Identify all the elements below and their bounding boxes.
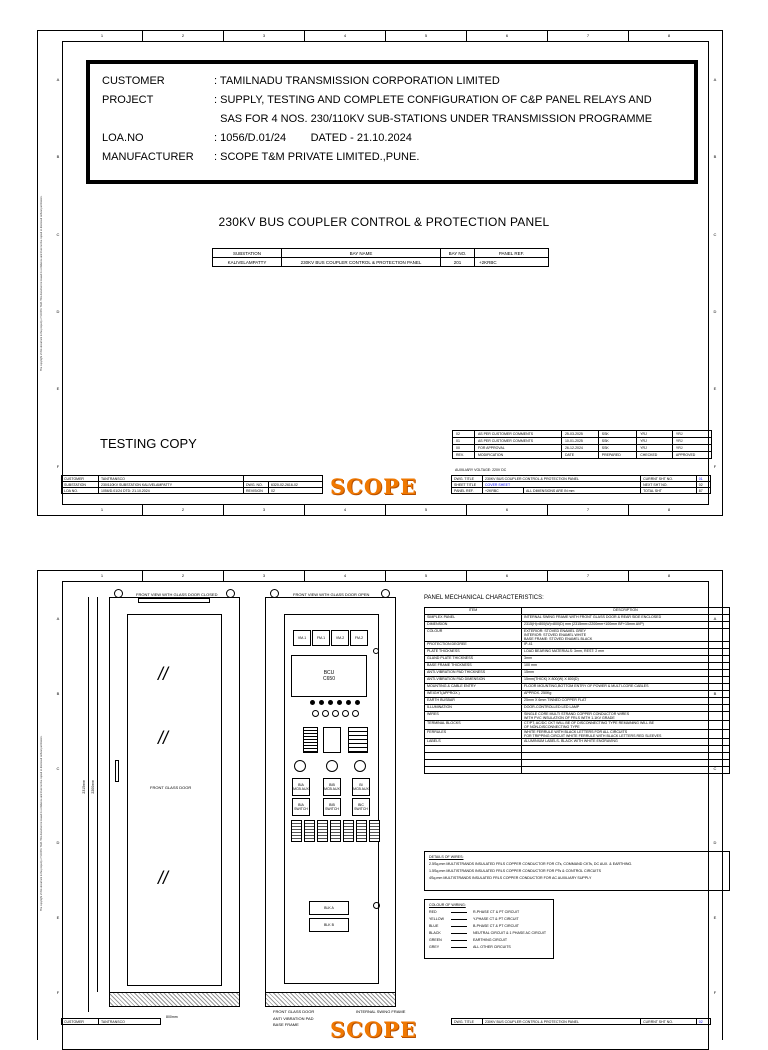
height-dim-1: 2315mm	[82, 780, 86, 794]
mech-item: TERMINAL BLOCKS	[425, 721, 522, 730]
mechanical-characteristics-table	[424, 607, 730, 774]
colour-circuit: NEUTRAL CIRCUIT & 1 PHASE AC CIRCUIT	[473, 931, 547, 935]
header-row	[102, 91, 694, 110]
wire-details-box	[424, 851, 730, 891]
mech-description: 25mm X 6mm TINNED COPPER FLAT	[522, 698, 730, 705]
tb-sheet-title: COVER SHEET	[483, 482, 641, 488]
colour-line	[451, 947, 467, 948]
bcu-name: BCU	[323, 670, 335, 676]
colour-line	[451, 940, 467, 941]
column-number: 6	[466, 505, 547, 515]
mech-description: SINGLE CORE MULTI STRAND COPPER CONDUCTOR WIRES WITH PVC INSULATION OF FRLS WITH 1.1KV GRADE	[522, 712, 730, 721]
column-number: 3	[223, 571, 304, 581]
column-number: 8	[628, 31, 709, 41]
tb-loa: 1056/D.01/24 DTD: 21.10.2024	[99, 488, 244, 494]
column-number: 1	[100, 33, 104, 38]
colour-circuit: Y-PHASE CT & PT CIRCUIT	[473, 917, 519, 921]
row-letter: B	[56, 690, 60, 696]
callout-base-frame: BASE FRAME	[273, 1022, 299, 1027]
bay-name: 230KV BUS COUPLER CONTROL & PROTECTION PANEL	[282, 258, 441, 267]
mech-description: 3mm	[522, 656, 730, 663]
colour-row	[429, 937, 549, 944]
header-key: MANUFACTURER	[102, 151, 194, 163]
mech-item: LABELS	[425, 739, 522, 746]
revision-cell: 10-01-2025	[561, 438, 598, 445]
mech-item	[425, 760, 522, 767]
mech-description: INTERNAL SWING FRAME WITH FRONT GLASS DOOR & REAR SIDE ENCLOSED	[522, 615, 730, 622]
aux-relay-stack	[348, 727, 368, 753]
tb-loa-label: LOA NO.	[62, 488, 99, 494]
colour-line	[451, 912, 467, 913]
mech-item: FERRULES	[425, 730, 522, 739]
mech-item: PLATE THICKNESS	[425, 649, 522, 656]
row-letter: D	[56, 309, 60, 315]
tb-substation: 230/110KV SUBSTATION KALIVELAMPATTY	[99, 482, 244, 488]
tb-next-sht: 02	[696, 482, 710, 488]
scope-logo: SCOPE	[330, 474, 417, 499]
header-key	[102, 110, 214, 129]
row-letter: D	[713, 309, 717, 315]
mech-item: ILLUMINATION	[425, 705, 522, 712]
mech-description: 100 mm	[522, 663, 730, 670]
testing-copy-stamp: TESTING COPY	[100, 436, 197, 451]
mech-row	[425, 721, 730, 730]
revision-cell: YRJ	[637, 438, 673, 445]
mech-item: WEIGHT(APPROX.)	[425, 691, 522, 698]
mech-item: COLOUR	[425, 629, 522, 642]
tb-customer: TANTRANSCO	[99, 476, 244, 482]
header-key: LOA.NO	[102, 132, 144, 144]
revision-cell: YRJ	[672, 445, 711, 452]
revision-cell: 02	[453, 431, 475, 438]
row-letter: A	[56, 615, 60, 621]
column-number: 6	[466, 571, 547, 581]
mech-description: 2315(H)×800(W)×800(D) mm (2315mm=2200mm+100mm BF+15mm AVP)	[522, 622, 730, 629]
mech-description: ALUMINIUM LABELS- BLACK WITH WHITE ENGRAVING	[522, 739, 730, 746]
aux-voltage: AUXILIARY VOLTAGE: 220V DC	[455, 468, 507, 472]
switch-icon	[294, 760, 306, 772]
colour-line	[451, 919, 467, 920]
tb-curr-sht-label: CURRNT SHT NO.	[641, 1019, 697, 1025]
mech-row	[425, 677, 730, 684]
column-number: 6	[466, 31, 547, 41]
colour-circuit: R-PHASE CT & PT CIRCUIT	[473, 910, 520, 914]
header-value: : TAMILNADU TRANSMISSION CORPORATION LIMITED	[214, 75, 500, 87]
switch-icon	[326, 760, 338, 772]
glass-door-label: FRONT GLASS DOOR	[150, 785, 192, 790]
column-number: 1	[100, 573, 104, 578]
tb-customer-label: CUSTOMER	[62, 476, 99, 482]
row-letter: A	[713, 77, 717, 83]
mech-row	[425, 615, 730, 622]
column-number: 5	[385, 505, 466, 515]
colour-row	[429, 916, 549, 923]
row-letter: B	[713, 154, 717, 160]
revision-cell: MODIFICATION	[474, 452, 561, 459]
switch-icon	[354, 760, 366, 772]
wire-detail: 1.5Sq.mm MULTISTRANDS INSULATED FRLS COPPER CONDUCTOR FOR PTs & CONTROL CIRCUITS	[429, 869, 601, 873]
column-number: 7	[547, 31, 628, 41]
wires-title: DETAILS OF WIRES:	[429, 855, 464, 859]
mech-row	[425, 739, 730, 746]
bay-substation: KALIVELAMPATTY	[213, 258, 282, 267]
revision-cell: CHECKED	[637, 452, 673, 459]
base-frame	[265, 992, 396, 1007]
top-vent	[138, 598, 210, 603]
tb-dwg-title-label: DWG. TITLE	[452, 476, 483, 482]
relay-fm1: FM-1	[312, 630, 330, 646]
row-letter: B	[713, 690, 717, 696]
colour-row	[429, 930, 549, 937]
mech-description: DOOR-CONTROLLED LED LAMP	[522, 705, 730, 712]
row-letter: A	[56, 77, 60, 83]
callout-anti-vibration-pad: ANTI VIBRATION PAD	[273, 1016, 314, 1021]
column-number: 4	[304, 505, 385, 515]
column-number: 7	[547, 505, 628, 515]
revision-cell: SSK	[598, 445, 636, 452]
colour-line	[451, 933, 467, 934]
header-key: CUSTOMER	[102, 75, 165, 87]
mech-description: 15mm	[522, 670, 730, 677]
row-letter: C	[56, 765, 60, 771]
mech-header-description: DESCRIPTION	[522, 608, 730, 615]
mcb-aux-a: BIA MCB AUX	[292, 778, 310, 796]
mech-description	[522, 746, 730, 753]
mech-row	[425, 642, 730, 649]
door-handle	[115, 760, 119, 782]
bay-panel-ref: +2KRBC	[475, 258, 549, 267]
bay-table-row	[213, 258, 549, 267]
glass-reflection-icon: //	[158, 664, 169, 684]
column-number: 4	[304, 31, 385, 41]
mech-title: PANEL MECHANICAL CHARACTERISTICS:	[424, 595, 544, 601]
colour-name: BLACK	[429, 931, 441, 935]
mech-description: APPROX. 250Kg	[522, 691, 730, 698]
column-ruler-top	[62, 31, 709, 41]
column-number: 3	[223, 505, 304, 515]
tripping-relay	[323, 727, 341, 753]
switch-c: BIC SWITCH	[352, 798, 370, 816]
mcb-aux-c: BI MCB AUX	[352, 778, 370, 796]
mech-row	[425, 629, 730, 642]
header-key: PROJECT	[102, 94, 154, 106]
mech-row	[425, 760, 730, 767]
bay-header-substation: SUBSTATION	[213, 249, 282, 258]
revision-cell: YRJ	[672, 438, 711, 445]
revision-cell: PREPARED	[598, 452, 636, 459]
wire-detail: 2.5Sq.mm MULTISTRANDS INSULATED FRLS COPPER CONDUCTOR FOR CTs, COMMAND CKTs, DC AUX. & EARTHING.	[429, 862, 633, 866]
row-ruler-left	[54, 581, 62, 1030]
revision-cell: REV.	[453, 452, 475, 459]
relay-vm2: VM-2	[331, 630, 349, 646]
led-row	[310, 700, 360, 705]
mech-description: IP-41	[522, 642, 730, 649]
copyright-note: The copyright of this document is the property of SCOPE T&M. This document is issued in confidence and must not be copied or disclosed without permission.	[40, 735, 43, 911]
colour-name: YELLOW	[429, 917, 444, 921]
colour-row	[429, 909, 549, 916]
callout-front-glass-door: FRONT GLASS DOOR	[273, 1009, 315, 1014]
revision-cell: SSK	[598, 431, 636, 438]
revision-cell: FOR APPROVAL	[474, 445, 561, 452]
tb-curr-sht: 02	[696, 1019, 710, 1025]
tb-total-sht: 87	[696, 488, 710, 494]
tb-panel-ref-label: PANEL REF.	[452, 488, 483, 494]
tb-revision: 02	[269, 488, 323, 494]
column-number: 5	[385, 571, 466, 581]
mech-row	[425, 698, 730, 705]
indicator-lamp-icon	[373, 648, 379, 654]
revision-cell: 00	[453, 445, 475, 452]
revision-cell: AS PER CUSTOMER COMMENTS	[474, 438, 561, 445]
revision-cell: YRJ	[637, 431, 673, 438]
mech-description: 15mm(THICK) X 800(W) X 800(D)	[522, 677, 730, 684]
tb-revision-label: REVISION	[244, 488, 269, 494]
colour-row	[429, 923, 549, 930]
tb-curr-sht-label: CURRNT SHT NO.	[641, 476, 697, 482]
revision-row	[453, 431, 712, 438]
mech-description: WHITE FERRULE WITH BLACK LETTERS FOR ALL CIRCUITS FOR TRIPPING CIRCUIT WHITE FERRULE WITH BLACK LETTERS RED SLEEVES	[522, 730, 730, 739]
mech-item: SIMPLEX PANEL	[425, 615, 522, 622]
bcu-unit	[291, 655, 367, 697]
tb-customer-label: CUSTOMER	[62, 1019, 99, 1025]
mech-item: GLAND PLATE THICKNESS	[425, 656, 522, 663]
row-ruler-right	[711, 41, 719, 505]
revision-cell: SSK	[598, 438, 636, 445]
switch-b: BIB SWITCH	[323, 798, 341, 816]
revision-cell: YRJ	[637, 445, 673, 452]
column-number: 7	[547, 571, 628, 581]
title-block-right	[451, 475, 711, 494]
revision-cell: 25-03-2025	[561, 431, 598, 438]
column-ruler-bottom	[62, 505, 709, 515]
mech-description	[522, 767, 730, 774]
colour-row	[429, 944, 549, 951]
revision-cell: APPROVED	[672, 452, 711, 459]
mech-row	[425, 753, 730, 760]
scope-logo: SCOPE	[330, 1017, 417, 1042]
mech-row	[425, 622, 730, 629]
revision-row	[453, 452, 712, 459]
column-ruler-top	[62, 571, 709, 581]
mech-row	[425, 670, 730, 677]
bay-header-no: BAY NO.	[441, 249, 475, 258]
tb-panel-ref: +2KRBC	[483, 488, 524, 494]
mech-item: DIMENSION	[425, 622, 522, 629]
mech-item: WIRES	[425, 712, 522, 721]
row-letter: A	[713, 615, 717, 621]
bcu-model: C650	[323, 676, 335, 682]
revision-cell: YRJ	[672, 431, 711, 438]
glass-reflection-icon: //	[158, 868, 169, 888]
row-letter: F	[56, 463, 60, 469]
tb-total-sht-label: TOTAL SHT	[641, 488, 697, 494]
colour-name: RED	[429, 910, 437, 914]
row-letter: C	[56, 231, 60, 237]
row-letter: D	[56, 840, 60, 846]
tb-dwg-title: 230KV BUS COUPLER CONTROL & PROTECTION PANEL	[483, 476, 641, 482]
column-number: 5	[385, 31, 466, 41]
header-value: : SCOPE T&M PRIVATE LIMITED.,PUNE.	[214, 151, 420, 163]
relay-fm2: FM-2	[350, 630, 368, 646]
tb-customer: TANTRANSCO	[99, 1019, 161, 1025]
tb-curr-sht: 01	[696, 476, 710, 482]
revision-cell: 01	[453, 438, 475, 445]
revision-cell: 26-12-2024	[561, 445, 598, 452]
tb-dwg-no: 6320-02-2616-02	[269, 482, 323, 488]
row-letter: F	[713, 463, 717, 469]
colour-title: COLOUR OF WIRING:	[429, 903, 466, 907]
mech-row	[425, 656, 730, 663]
colour-name: GREEN	[429, 938, 442, 942]
aux-relay-block	[303, 727, 318, 753]
column-number: 2	[142, 505, 223, 515]
mech-row	[425, 730, 730, 739]
switch-a: BIA SWITCH	[292, 798, 310, 816]
glass-reflection-icon: //	[158, 728, 169, 748]
mech-item: BASE FRAME THICKNESS	[425, 663, 522, 670]
wiring-colour-box	[424, 899, 554, 959]
front-closed-label: FRONT VIEW WITH GLASS DOOR CLOSED	[136, 592, 218, 597]
mech-row	[425, 649, 730, 656]
header-row	[102, 129, 694, 148]
column-number: 2	[142, 571, 223, 581]
mech-row	[425, 663, 730, 670]
mech-description	[522, 753, 730, 760]
blk-a: BLK A	[309, 901, 349, 915]
revision-cell: DATE	[561, 452, 598, 459]
mcb-aux-b: BIB MCB AUX	[323, 778, 341, 796]
front-open-label: FRONT VIEW WITH GLASS DOOR OPEN	[293, 592, 370, 597]
revision-table	[452, 430, 712, 459]
mech-row	[425, 746, 730, 753]
relay-vm1: VM-1	[293, 630, 311, 646]
mech-item: PROTECTION DEGREE	[425, 642, 522, 649]
mech-row	[425, 767, 730, 774]
column-number: 8	[628, 571, 709, 581]
colour-name: BLUE	[429, 924, 439, 928]
wire-detail: 4Sq.mm MULTISTRANDS INSULATED FRLS COPPER CONDUCTOR FOR AC AUXILIARY SUPPLY	[429, 876, 592, 880]
row-ruler-left	[54, 41, 62, 505]
colour-circuit: B-PHASE CT & PT CIRCUIT	[473, 924, 519, 928]
header-value: : SUPPLY, TESTING AND COMPLETE CONFIGURATION OF C&P PANEL RELAYS AND	[214, 94, 652, 106]
tb-dwg-title: 230KV BUS COUPLER CONTROL & PROTECTION PANEL	[483, 1019, 641, 1025]
bay-table-header	[213, 249, 549, 258]
row-letter: C	[713, 231, 717, 237]
callout-internal-swing-frame: INTERNAL SWING FRAME	[356, 1009, 406, 1014]
test-switch-row	[291, 820, 380, 842]
header-row	[102, 148, 694, 167]
height-dim-2: 2200mm	[91, 780, 95, 794]
column-number: 4	[304, 571, 385, 581]
row-letter: D	[713, 840, 717, 846]
pushbutton-row	[312, 710, 359, 717]
header-row	[102, 72, 694, 91]
tb-sheet-title-label: SHEET TITLE	[452, 482, 483, 488]
column-number: 1	[100, 507, 104, 512]
revision-row	[453, 445, 712, 452]
column-number: 2	[142, 31, 223, 41]
mech-description: CT/PT, AC/DC CKT WILL BE OF DISCONNECTING TYPE REMAINING WILL BE OF NON-DISCONNECTING TYPE	[522, 721, 730, 730]
mech-item: ANTI-VIBRATION PAD DIMENSION	[425, 677, 522, 684]
title-block-left	[61, 475, 323, 494]
base-frame	[109, 992, 240, 1007]
mech-header-row	[425, 608, 730, 615]
mech-description: EXTERIOR: STOVED ENAMEL GREY INTERIOR: STOVED ENAMEL WHITE BASE FRAME: STOVED ENAMEL BLACK	[522, 629, 730, 642]
panel-title: 230KV BUS COUPLER CONTROL & PROTECTION PANEL	[218, 215, 550, 229]
blk-b: BLK B	[309, 918, 349, 932]
mech-row	[425, 712, 730, 721]
mech-row	[425, 705, 730, 712]
mech-item: EARTH BUSBAR	[425, 698, 522, 705]
row-letter: B	[56, 154, 60, 160]
mech-item	[425, 767, 522, 774]
mech-item	[425, 746, 522, 753]
colour-line	[451, 926, 467, 927]
door-lock-icon	[373, 902, 380, 909]
height-dim-line	[97, 597, 98, 992]
bay-table	[212, 248, 549, 267]
row-letter: E	[56, 915, 60, 921]
column-number: 8	[628, 505, 709, 515]
tb-dwg-title-label: DWG. TITLE	[452, 1019, 483, 1025]
row-letter: C	[713, 765, 717, 771]
bay-no: 201	[441, 258, 475, 267]
mech-item: ANTI-VIBRATION PAD THICKNESS	[425, 670, 522, 677]
mech-description: FLOOR MOUNTING,BOTTOM ENTRY OF POWER & MULTI-CORE CABLES	[522, 684, 730, 691]
tb-next-sht-label: NEXT SHT NO.	[641, 482, 697, 488]
project-info-box	[86, 60, 698, 184]
revision-row	[453, 438, 712, 445]
mech-item: MOUNTING & CABLE ENTRY	[425, 684, 522, 691]
colour-circuit: ALL OTHER CIRCUITS	[473, 945, 511, 949]
header-row	[102, 110, 694, 129]
row-letter: E	[713, 386, 717, 392]
mech-row	[425, 684, 730, 691]
mech-item	[425, 753, 522, 760]
height-dim-line	[88, 597, 89, 1012]
bay-header-panel-ref: PANEL REF.	[475, 249, 549, 258]
header-value: : 1056/D.01/24 DATED - 21.10.2024	[214, 132, 412, 144]
mech-header-item: ITEM	[425, 608, 522, 615]
row-letter: E	[56, 386, 60, 392]
row-letter: E	[713, 915, 717, 921]
tb-dwg-no-label: DWG. NO.	[244, 482, 269, 488]
colour-name: GREY	[429, 945, 440, 949]
row-letter: F	[713, 990, 717, 996]
tb-dimensions: ALL DIMENSIONS ARE IN mm	[523, 488, 640, 494]
glass-door	[127, 614, 222, 986]
copyright-note: The copyright of this document is the property of SCOPE T&M. This document is issued in confidence and must not be copied or disclosed without permission.	[40, 195, 43, 371]
header-value: SAS FOR 4 NOS. 230/110KV SUB-STATIONS UNDER TRANSMISSION PROGRAMME	[214, 113, 653, 125]
mech-description: LOAD BEARING MATERIALS: 3mm, REST: 2 mm	[522, 649, 730, 656]
mech-row	[425, 691, 730, 698]
tb-substation-label: SUBSTATION	[62, 482, 99, 488]
bay-header-name: BAY NAME	[282, 249, 441, 258]
width-dim: 800mm	[166, 1015, 178, 1019]
column-number: 3	[223, 31, 304, 41]
revision-cell: AS PER CUSTOMER COMMENTS	[474, 431, 561, 438]
row-letter: F	[56, 990, 60, 996]
mech-description	[522, 760, 730, 767]
colour-circuit: EARTHING CIRCUIT	[473, 938, 508, 942]
